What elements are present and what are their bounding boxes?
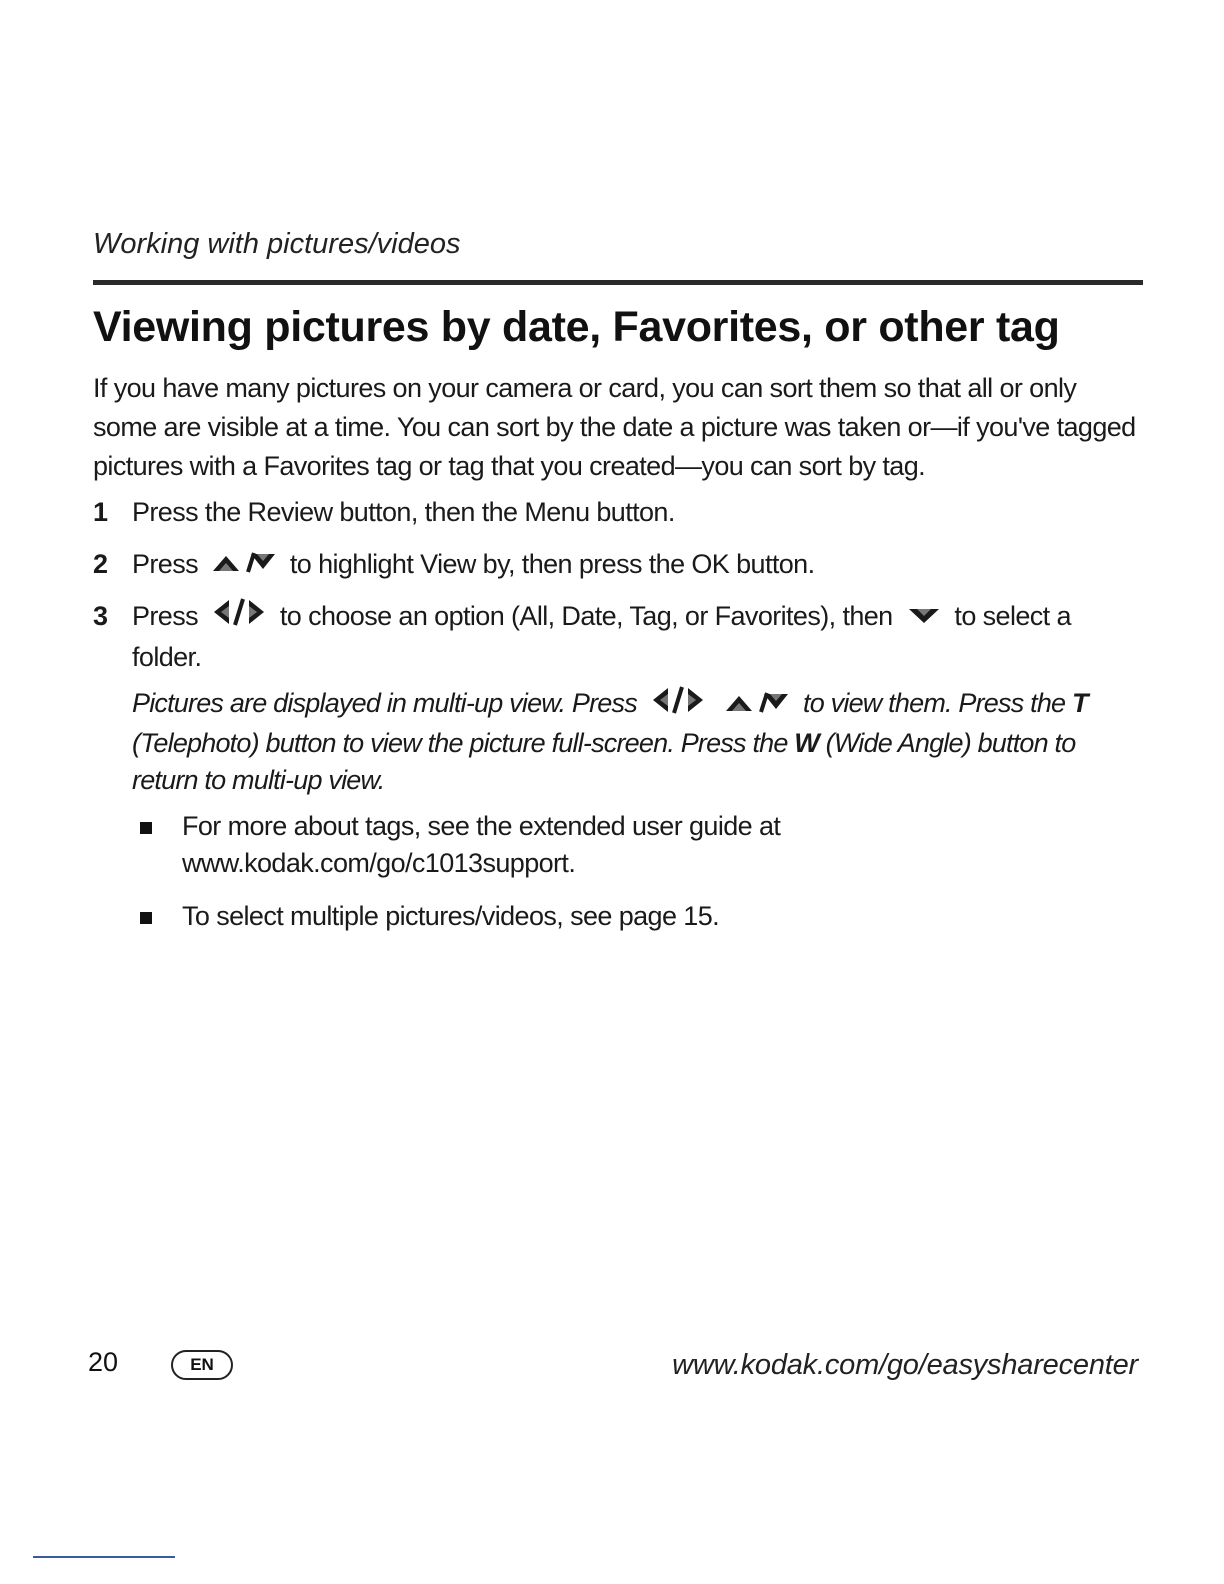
- note-text: Pictures are displayed in multi-up view. Press: [132, 688, 637, 719]
- step-text-middle: to choose an option (All, Date, Tag, or Favorites), then: [279, 601, 893, 631]
- step-text: Press the Review button, then the Menu button.: [132, 497, 675, 527]
- section-header: Working with pictures/videos: [93, 228, 461, 260]
- manual-page: [88, 0, 1138, 1584]
- step-text-after: to highlight View by, then press the OK button.: [289, 549, 815, 579]
- down-arrow-icon: [906, 598, 942, 637]
- bullet-square-icon: [140, 822, 152, 834]
- up-down-arrow-icon: [211, 546, 277, 585]
- step-text-after: to select a folder.: [132, 601, 1071, 673]
- intro-paragraph: If you have many pictures on your camera or card, you can sort them so that all or only some are visible at a time. You can sort by the date a picture was taken or—if you've tagged pictures with a Favorites tag or tag that you created—you can sort by tag.: [93, 373, 1136, 481]
- header-rule: [93, 280, 1143, 285]
- footer-url: www.kodak.com/go/easysharecenter: [672, 1349, 1138, 1381]
- wide-angle-key: W: [794, 728, 819, 758]
- step-number: 1: [93, 497, 108, 527]
- left-right-arrow-icon: [650, 685, 706, 725]
- telephoto-key: T: [1071, 688, 1088, 719]
- page-number: 20: [88, 1347, 119, 1377]
- up-down-arrow-icon: [724, 687, 790, 724]
- step-number: 3: [93, 601, 108, 631]
- note-text: (Telephoto) button to view the picture full-screen. Press the: [132, 728, 788, 758]
- note-text: (Wide Angle) button to return to multi-up view.: [132, 728, 1076, 795]
- step-text: [132, 597, 1132, 677]
- bullet-text: To select multiple pictures/videos, see page 15.: [182, 901, 720, 931]
- step-number: 2: [93, 549, 108, 579]
- step-text: [132, 545, 1132, 585]
- step-text-before: Press: [132, 601, 199, 631]
- bullet-square-icon: [140, 912, 152, 924]
- step-text-before: Press: [132, 549, 199, 579]
- bottom-rule: [33, 1556, 175, 1558]
- language-badge: EN: [171, 1350, 233, 1380]
- note-text: to view them. Press the: [803, 688, 1066, 719]
- step-3-note: [132, 685, 1132, 799]
- bullet-text: For more about tags, see the extended user guide at www.kodak.com/go/c1013support.: [182, 811, 781, 878]
- page-title: Viewing pictures by date, Favorites, or other tag: [93, 303, 1060, 351]
- left-right-arrow-icon: [211, 597, 267, 638]
